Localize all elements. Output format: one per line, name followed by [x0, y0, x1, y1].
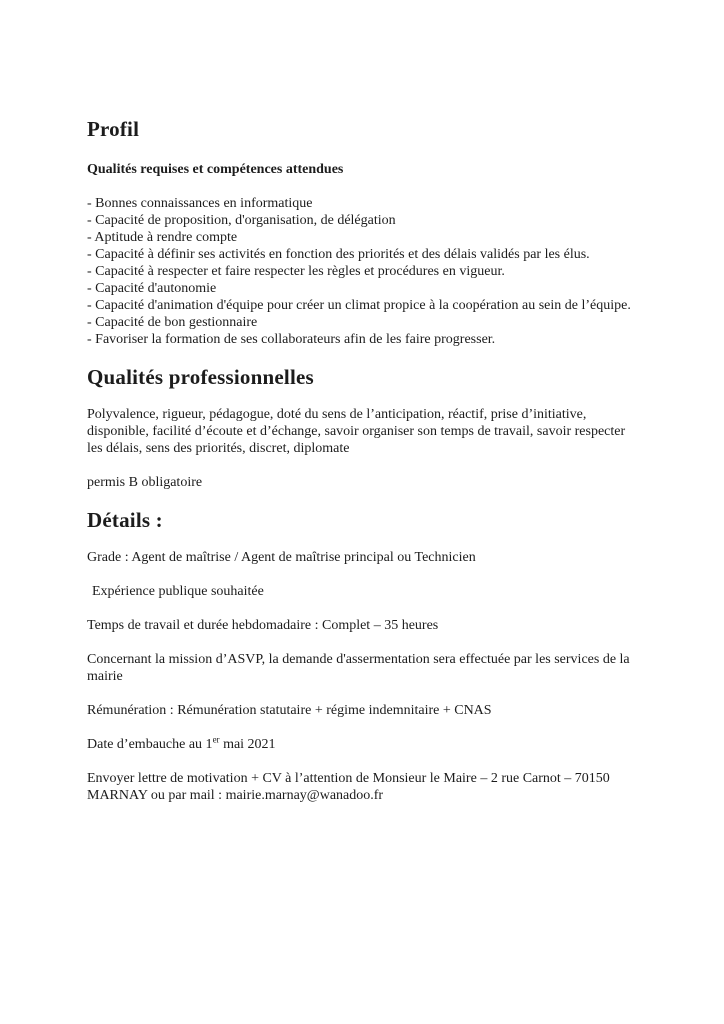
detail-grade: Grade : Agent de maîtrise / Agent de maîtrise principal ou Technicien: [87, 550, 476, 565]
detail-remuneration: Rémunération : Rémunération statutaire + régime indemnitaire + CNAS: [87, 703, 492, 718]
subsection-title-qualites-requises: Qualités requises et compétences attendues: [87, 162, 344, 177]
detail-experience: Expérience publique souhaitée: [92, 584, 264, 599]
list-item: - Bonnes connaissances en informatique: [87, 196, 313, 211]
detail-date-embauche: [87, 736, 638, 753]
detail-envoi-candidature: Envoyer lettre de motivation + CV à l’attention de Monsieur le Maire – 2 rue Carnot – 70150 MARNAY ou par mail : mairie.marnay@wanadoo.fr: [87, 771, 610, 803]
section-title-details: Détails :: [87, 508, 163, 532]
list-item: - Aptitude à rendre compte: [87, 230, 238, 245]
section-title-qualites-professionnelles: Qualités professionnelles: [87, 365, 314, 389]
section-title-profil: Profil: [87, 117, 140, 141]
list-item: - Capacité d'animation d'équipe pour créer un climat propice à la coopération au sein de l’équipe.: [87, 298, 631, 313]
detail-mission-asvp: Concernant la mission d’ASVP, la demande d'assermentation sera effectuée par les services de la mairie: [87, 652, 630, 684]
qualites-paragraph: Polyvalence, rigueur, pédagogue, doté du sens de l’anticipation, réactif, prise d’initiative, disponible, facilité d’écoute et d’échange, savoir organiser son temps de travail, savoir respecter les délais, sens des priorités, discret, diplomate: [87, 407, 626, 456]
competences-list: [87, 195, 638, 348]
list-item: - Capacité à définir ses activités en fonction des priorités et des délais validés par les élus.: [87, 247, 590, 262]
date-suffix: mai 2021: [219, 737, 276, 752]
list-item: - Capacité de proposition, d'organisation, de délégation: [87, 213, 396, 228]
document-content: [87, 118, 638, 821]
permis-note: permis B obligatoire: [87, 475, 203, 490]
date-ordinal-superscript: er: [212, 734, 220, 745]
date-prefix: Date d’embauche au 1: [87, 737, 213, 752]
list-item: - Capacité d'autonomie: [87, 281, 217, 296]
list-item: - Capacité à respecter et faire respecter les règles et procédures en vigueur.: [87, 264, 505, 279]
list-item: - Capacité de bon gestionnaire: [87, 315, 258, 330]
detail-temps-travail: Temps de travail et durée hebdomadaire : Complet – 35 heures: [87, 618, 439, 633]
list-item: - Favoriser la formation de ses collaborateurs afin de les faire progresser.: [87, 332, 496, 347]
